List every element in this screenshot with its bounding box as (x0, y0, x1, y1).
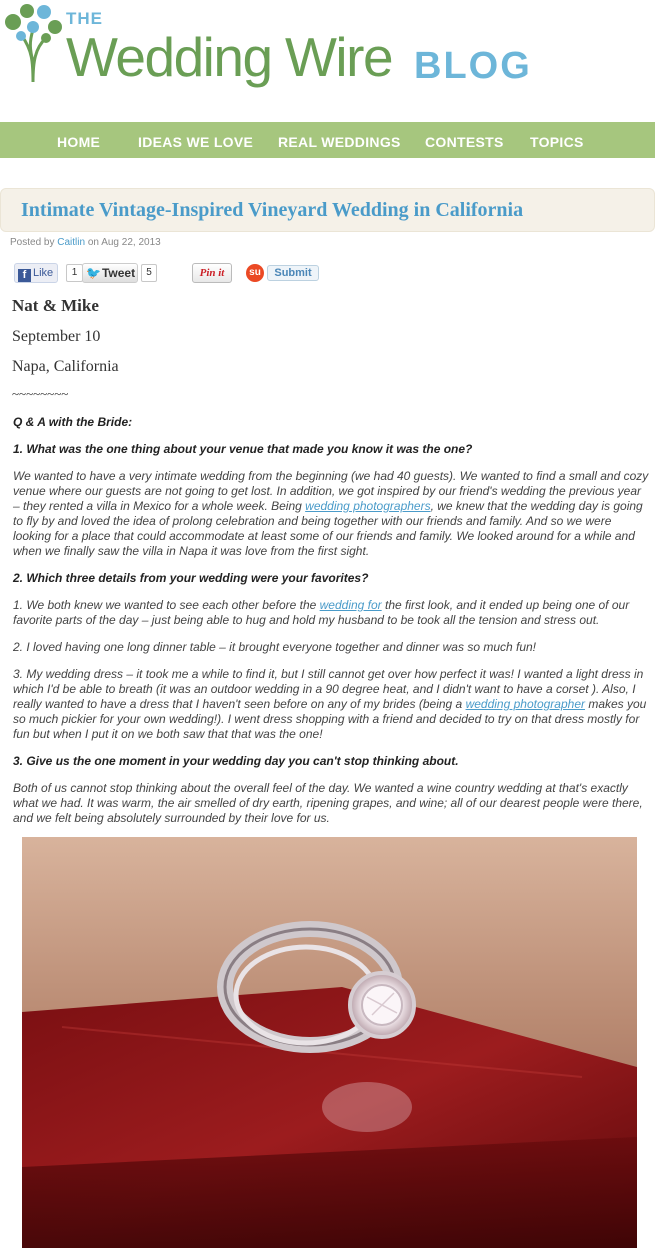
like-label: Like (33, 267, 54, 279)
post-title-box (0, 188, 655, 232)
answer-2-item-3 (13, 667, 650, 742)
pin-it-button[interactable]: Pin it (192, 263, 232, 283)
twitter-bird-icon: 🐦 (86, 266, 101, 280)
facebook-like-button[interactable] (14, 263, 58, 283)
tweet-label: Tweet (101, 266, 136, 280)
site-header (0, 0, 655, 122)
nav-item-home[interactable]: HOME (57, 134, 101, 150)
submit-button[interactable]: Submit (267, 265, 319, 281)
tweet-count: 5 (141, 264, 157, 282)
like-count: 1 (66, 264, 83, 282)
nav-item-topics[interactable]: TOPICS (530, 134, 584, 150)
answer-2-item-1-text-b: the first look, and it ended up being one of our favorite parts of the day – just being able to hug and hold my husband to be took all the tension and stress out. (13, 598, 630, 627)
answer-3: Both of us cannot stop thinking about the overall feel of the day. We wanted a wine country wedding at that's exactly what we had. It was warm, the air smelled of dry earth, ripening grapes, and wine; all of our dearest people were there, and we felt being absolutely surrounded by their love for us. (13, 781, 643, 825)
wedding-for-link[interactable]: wedding for (319, 598, 382, 612)
answer-1 (13, 469, 650, 559)
post-meta (10, 237, 161, 248)
wedding-photographer-link[interactable]: wedding photographer (465, 697, 585, 711)
facebook-icon: f (18, 269, 31, 282)
answer-2-item-3-text-a: 3. My wedding dress – it took me a while to find it, but I still cannot get over how perfect it was! I wanted a light dress in which I'd be able to breath (it was an outdoor wedding in a 90 degree heat, and I didn't want to have a corset ). Also, I really wanted to have a dress that I haven't seen before on any of my brides (being a (13, 667, 644, 711)
main-nav (0, 122, 655, 158)
nav-item-contests[interactable]: CONTESTS (425, 134, 504, 150)
posted-by-label: Posted by (10, 237, 55, 248)
logo-wedding-text: Wedding (66, 26, 272, 88)
logo-wire-text: Wire (285, 26, 393, 88)
answer-2-item-2: 2. I loved having one long dinner table – it brought everyone together and dinner was so much fun! (13, 640, 537, 654)
post-date: on Aug 22, 2013 (87, 237, 161, 248)
couple-names: Nat & Mike (12, 296, 99, 315)
question-1: 1. What was the one thing about your venue that made you know it was the one? (13, 442, 473, 456)
wedding-rings-photo (22, 837, 637, 1248)
wedding-wire-flower-logo-icon[interactable] (2, 2, 64, 84)
nav-item-ideas-we-love[interactable]: IDEAS WE LOVE (138, 134, 254, 150)
wedding-date: September 10 (12, 328, 101, 345)
answer-1-text-b: , we knew that the wedding day is going to fly by and loved the idea of prolong celebration and being together with our friends and family. And so we were looking for a place that could accommodate at least some of our friends and family. We looked around for a while and when we finally saw the villa in Napa it was love from the first sight. (13, 499, 643, 558)
logo-the-text: THE (66, 9, 103, 28)
wedding-photographers-link[interactable]: wedding photographers (305, 499, 431, 513)
answer-2-item-1-text-a: 1. We both knew we wanted to see each other before the (13, 598, 320, 612)
post-title[interactable]: Intimate Vintage-Inspired Vineyard Wedding in California (21, 199, 524, 221)
wedding-location: Napa, California (12, 358, 119, 375)
stumbleupon-icon[interactable]: su (246, 264, 264, 282)
nav-item-real-weddings[interactable]: REAL WEDDINGS (278, 134, 401, 150)
qa-heading: Q & A with the Bride: (13, 415, 133, 429)
question-3: 3. Give us the one moment in your wedding day you can't stop thinking about. (13, 754, 459, 768)
logo-blog-text: BLOG (414, 45, 532, 87)
question-2: 2. Which three details from your wedding were your favorites? (13, 571, 369, 585)
divider: ~~~~~~~~ (12, 386, 69, 401)
author-link[interactable]: Caitlin (57, 237, 86, 248)
answer-2-item-1 (13, 598, 650, 628)
answer-1-text-a: We wanted to have a very intimate wedding from the beginning (we had 40 guests). We wanted to find a small and cozy venue where our guests are not going to get lost. In addition, we got inspired by our friend's wedding the previous year – they rented a villa in Mexico for a whole week. Being (13, 469, 649, 513)
tweet-button[interactable] (82, 263, 138, 283)
answer-2-item-3-text-b: makes you so much pickier for your own wedding!). I went dress shopping with a friend and decided to try on that dress mostly for fun but when I put it on we both saw that that was the one! (13, 697, 647, 741)
